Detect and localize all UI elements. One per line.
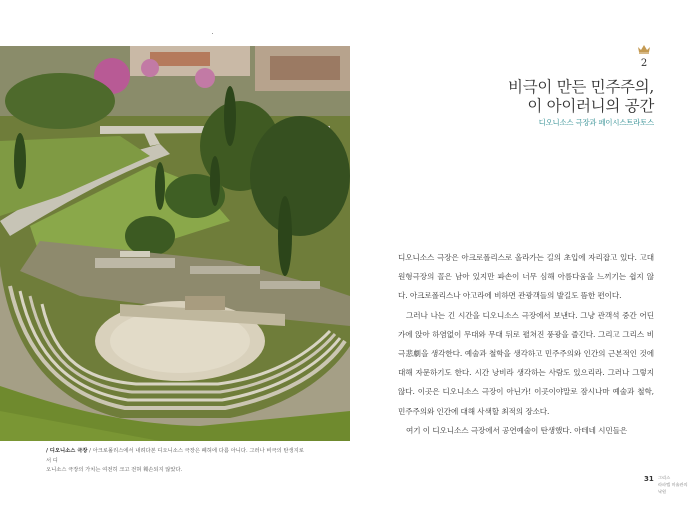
chapter-title (508, 78, 654, 116)
crown-icon (637, 44, 651, 54)
paragraph: 디오니소스 극장은 아크로폴리스로 올라가는 길의 초입에 자리잡고 있다. 고대 원형극장의 꼴은 남아 있지만 파손이 너무 심해 아름다움을 느끼기는 쉽지 않다. 아크로폴리스나 아고라에 비하면 관광객들의 발길도 뜸한 편이다. (398, 253, 654, 301)
chapter-title-line2: 이 아이러니의 공간 (527, 97, 654, 115)
theatre-photo (0, 46, 350, 441)
running-header (658, 474, 698, 495)
running-header-line1: 그리스 (658, 475, 671, 480)
running-header-line3: 낙원 (658, 489, 667, 494)
paragraph: 그러나 나는 긴 시간을 디오니소스 극장에서 보낸다. 그냥 관객석 중간 어딘가에 앉아 하염없이 무대와 무대 뒤로 펼쳐진 풍광을 즐긴다. 그리고 그리스 비극悲劇을 생각한다. 예술과 철학을 생각하고 민주주의와 인간의 근본적인 것에 대해 자문하기도 한다. 시간 낭비라 생각하는 사람도 있으리라. 그러나 그렇지 않다. 이곳은 디오니소스 극장이 아닌가! 이곳이야말로 잠시나마 예술과 철학, 민주주의와 인간에 대해 사색할 최적의 장소다. (398, 310, 654, 416)
page-mark (212, 33, 213, 34)
chapter-subtitle: 디오니소스 극장과 페이시스트라토스 (538, 118, 654, 127)
chapter-number: 2 (640, 58, 648, 69)
caption-text-line2: 오니소스 극장의 가치는 여전히 크고 전혀 훼손되지 않았다. (46, 467, 183, 473)
chapter-title-line1: 비극이 만든 민주주의, (508, 78, 654, 96)
page-number: 31 (644, 475, 654, 483)
caption-title: / 디오니소스 극장 (46, 448, 88, 454)
paragraph: 여기 이 디오니소스 극장에서 공연예술이 탄생했다. 아테네 시민들은 (406, 425, 628, 435)
photo-caption (46, 447, 308, 476)
running-header-line2: 라파엘 미술관의 (658, 482, 688, 487)
caption-text-line1: / 아크로폴리스에서 내려다본 디오니소스 극장은 폐허에 다름 아니다. 그러나 비극의 탄생지로서 디 (46, 448, 304, 464)
body-text (398, 248, 654, 440)
